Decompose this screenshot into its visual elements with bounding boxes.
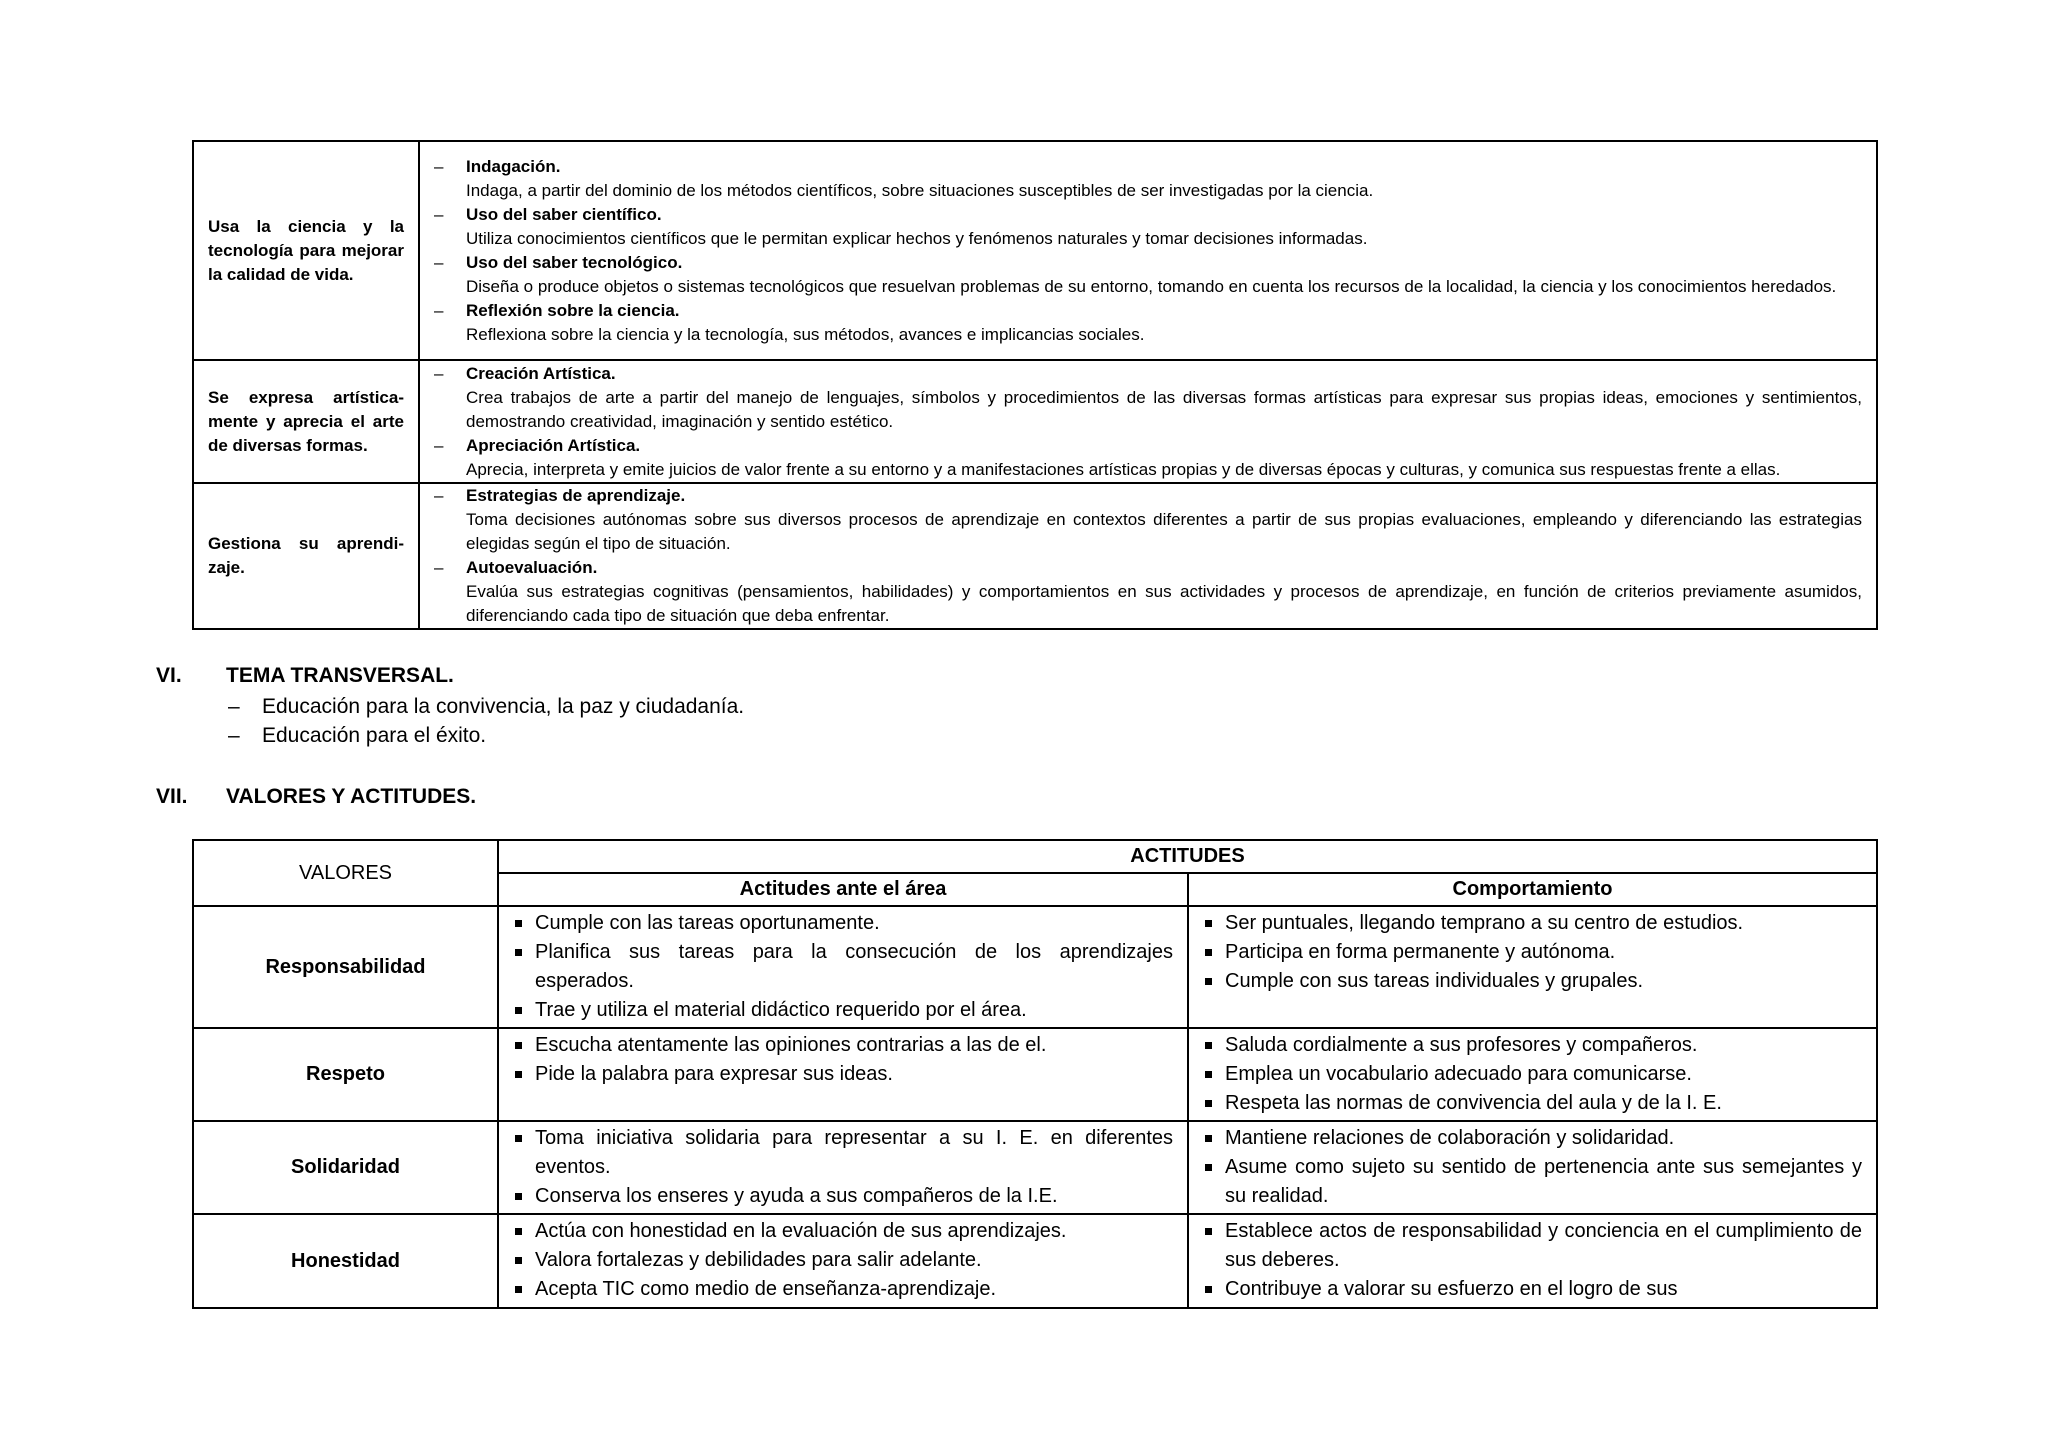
list-item: Conserva los enseres y ayuda a sus compañeros de la I.E. — [513, 1182, 1173, 1211]
list-item: Asume como sujeto su sentido de pertenencia ante sus semejantes y su realidad. — [1203, 1153, 1862, 1211]
list-item: Trae y utiliza el material didáctico requerido por el área. — [513, 996, 1173, 1025]
transversal-topics-list — [228, 692, 744, 750]
section-title: VALORES Y ACTITUDES. — [226, 785, 477, 808]
dash-bullet: – — [434, 435, 444, 455]
capacity-description: Diseña o produce objetos o sistemas tecnológicos que resuelvan problemas de su entorno, tomando en cuenta los recursos de la localidad, la ciencia y los conocimientos heredados. — [466, 276, 1837, 296]
table-row — [193, 360, 1877, 483]
table-row — [193, 141, 1877, 360]
list-item: Mantiene relaciones de colaboración y solidaridad. — [1203, 1124, 1862, 1153]
value-name: Solidaridad — [193, 1121, 498, 1214]
values-table — [192, 839, 1878, 1309]
list-item: Valora fortalezas y debilidades para salir adelante. — [513, 1246, 1173, 1275]
competency-name: Se expresa artística-mente y aprecia el arte de diversas formas. — [193, 360, 419, 483]
value-name: Honestidad — [193, 1214, 498, 1308]
capacity-description: Aprecia, interpreta y emite juicios de valor frente a su entorno y a manifestaciones artísticas propias y de diversas épocas y culturas, y comunica sus respuestas frente a ellas. — [466, 459, 1781, 479]
capacity-item — [434, 203, 1862, 251]
capacity-item — [434, 484, 1862, 556]
list-item: Escucha atentamente las opiniones contrarias a las de el. — [513, 1031, 1173, 1060]
value-name: Respeto — [193, 1028, 498, 1121]
table-header-row — [193, 840, 1877, 873]
capacity-description: Utiliza conocimientos científicos que le permitan explicar hechos y fenómenos naturales y tomar decisiones informadas. — [466, 228, 1368, 248]
list-item: Acepta TIC como medio de enseñanza-aprendizaje. — [513, 1275, 1173, 1304]
dash-bullet: – — [434, 300, 444, 320]
capacity-description: Reflexiona sobre la ciencia y la tecnología, sus métodos, avances e implicancias sociales. — [466, 324, 1145, 344]
column-header-area: Actitudes ante el área — [498, 873, 1188, 906]
list-item: Toma iniciativa solidaria para representar a su I. E. en diferentes eventos. — [513, 1124, 1173, 1182]
capacities-cell — [419, 141, 1877, 360]
column-header-comportamiento: Comportamiento — [1188, 873, 1877, 906]
capacity-description: Toma decisiones autónomas sobre sus diversos procesos de aprendizaje en contextos diferentes a partir de sus propias evaluaciones, empleando y diferenciando las estrategias elegidas según el tipo de situación. — [466, 510, 1862, 553]
column-header-actitudes: ACTITUDES — [498, 840, 1877, 873]
capacity-title: Creación Artística. — [466, 363, 616, 383]
section-number: VII. — [156, 785, 188, 808]
column-header-valores: VALORES — [193, 840, 498, 906]
dash-bullet: – — [434, 156, 444, 176]
capacity-description: Crea trabajos de arte a partir del manejo de lenguajes, símbolos y procedimientos de las diversas formas artísticas para expresar sus propias ideas, emociones y sentimientos, demostrando creatividad, imaginación y sentido estético. — [466, 387, 1862, 431]
behavior-cell — [1188, 1214, 1877, 1308]
capacity-item — [434, 251, 1862, 299]
competencies-table — [192, 140, 1878, 630]
dash-bullet: – — [434, 252, 444, 272]
list-item: Establece actos de responsabilidad y conciencia en el cumplimiento de sus deberes. — [1203, 1217, 1862, 1275]
table-row — [193, 1028, 1877, 1121]
capacity-title: Estrategias de aprendizaje. — [466, 486, 686, 505]
dash-bullet: – — [228, 695, 240, 718]
capacity-item — [434, 434, 1862, 482]
section-number: VI. — [156, 664, 182, 687]
dash-bullet: – — [434, 363, 444, 383]
list-item: Actúa con honestidad en la evaluación de sus aprendizajes. — [513, 1217, 1173, 1246]
list-item — [228, 721, 744, 750]
capacity-title: Uso del saber científico. — [466, 204, 662, 224]
list-item: Pide la palabra para expresar sus ideas. — [513, 1060, 1173, 1089]
area-attitudes-cell — [498, 1028, 1188, 1121]
capacity-title: Indagación. — [466, 156, 561, 176]
capacity-item — [434, 155, 1862, 203]
section-title: TEMA TRANSVERSAL. — [226, 664, 454, 687]
dash-bullet: – — [228, 724, 240, 747]
area-attitudes-cell — [498, 906, 1188, 1028]
competency-name: Gestiona su aprendi-zaje. — [193, 483, 419, 629]
table-row — [193, 1214, 1877, 1308]
list-item: Contribuye a valorar su esfuerzo en el logro de sus — [1203, 1275, 1862, 1304]
behavior-cell — [1188, 906, 1877, 1028]
competency-name: Usa la ciencia y la tecnología para mejorar la calidad de vida. — [193, 141, 419, 360]
capacities-cell — [419, 360, 1877, 483]
capacity-title: Autoevaluación. — [466, 558, 598, 577]
list-item-text: Educación para el éxito. — [262, 724, 487, 747]
capacity-title: Reflexión sobre la ciencia. — [466, 300, 680, 320]
value-name: Responsabilidad — [193, 906, 498, 1028]
dash-bullet: – — [434, 204, 444, 224]
list-item: Planifica sus tareas para la consecución de los aprendizajes esperados. — [513, 938, 1173, 996]
capacity-description: Indaga, a partir del dominio de los métodos científicos, sobre situaciones susceptibles de ser investigadas por la ciencia. — [466, 180, 1374, 200]
capacity-title: Uso del saber tecnológico. — [466, 252, 683, 272]
list-item — [228, 692, 744, 721]
list-item: Respeta las normas de convivencia del aula y de la I. E. — [1203, 1089, 1862, 1118]
behavior-cell — [1188, 1028, 1877, 1121]
area-attitudes-cell — [498, 1121, 1188, 1214]
list-item-text: Educación para la convivencia, la paz y ciudadanía. — [262, 695, 745, 718]
dash-bullet: – — [434, 558, 444, 577]
capacity-description: Evalúa sus estrategias cognitivas (pensamientos, habilidades) y comportamientos en sus actividades y procesos de aprendizaje, en función de criterios previamente asumidos, diferenciando cada tipo de situación que deba enfrentar. — [466, 582, 1862, 625]
capacity-item — [434, 556, 1862, 628]
list-item: Emplea un vocabulario adecuado para comunicarse. — [1203, 1060, 1862, 1089]
behavior-cell — [1188, 1121, 1877, 1214]
list-item: Cumple con sus tareas individuales y grupales. — [1203, 967, 1862, 996]
table-row — [193, 906, 1877, 1028]
area-attitudes-cell — [498, 1214, 1188, 1308]
capacities-cell — [419, 483, 1877, 629]
dash-bullet: – — [434, 486, 444, 505]
list-item: Participa en forma permanente y autónoma. — [1203, 938, 1862, 967]
capacity-item — [434, 299, 1862, 347]
table-row — [193, 483, 1877, 629]
list-item: Saluda cordialmente a sus profesores y compañeros. — [1203, 1031, 1862, 1060]
list-item: Cumple con las tareas oportunamente. — [513, 909, 1173, 938]
list-item: Ser puntuales, llegando temprano a su centro de estudios. — [1203, 909, 1862, 938]
capacity-title: Apreciación Artística. — [466, 435, 641, 455]
table-row — [193, 1121, 1877, 1214]
capacity-item — [434, 362, 1862, 434]
